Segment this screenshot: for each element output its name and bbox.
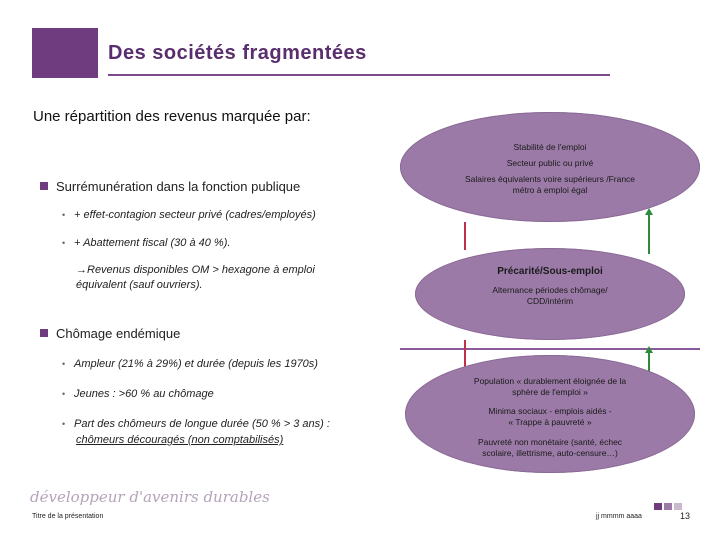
list-item: • Ampleur (21% à 29%) et durée (depuis les 1970s) xyxy=(62,358,318,370)
bullet-label: Chômage endémique xyxy=(56,326,181,341)
list-item-continuation: chômeurs découragés (non comptabilisés) xyxy=(76,434,284,446)
stabilite-sub: Secteur public ou privé xyxy=(506,158,594,168)
square-icon xyxy=(654,503,662,510)
precarite-desc: CDD/intérim xyxy=(526,296,574,306)
population-text: Population « durablement éloignée de la xyxy=(473,376,627,386)
minima-text: « Trappe à pauvreté » xyxy=(508,417,592,427)
dash-bullet-icon: • xyxy=(62,359,66,369)
footer-date: jj mmmm aaaa xyxy=(596,513,642,520)
precarite-desc: Alternance périodes chômage/ xyxy=(492,285,608,295)
up-arrow-icon xyxy=(648,214,650,254)
connector-line xyxy=(464,222,466,250)
list-item: • Part des chômeurs de longue durée (50 % > 3 ans) : xyxy=(62,418,330,430)
bullet-chomage xyxy=(40,326,180,341)
bullet-surremuneration xyxy=(40,179,300,194)
dash-bullet-icon: • xyxy=(62,210,66,220)
dash-bullet-icon: • xyxy=(62,238,66,248)
square-icon xyxy=(674,503,682,510)
page-title: Des sociétés fragmentées xyxy=(108,42,367,64)
subtitle: Une répartition des revenus marquée par: xyxy=(33,108,311,125)
separator-line xyxy=(400,348,700,350)
stabilite-desc: métro à emploi égal xyxy=(512,185,588,195)
population-text: sphère de l'emploi » xyxy=(512,387,588,397)
dash-bullet-icon: • xyxy=(62,419,66,429)
note-line: →Revenus disponibles OM > hexagone à emploi xyxy=(76,264,315,276)
list-item: • + Abattement fiscal (30 à 40 %). xyxy=(62,237,231,249)
list-item: • Jeunes : >60 % au chômage xyxy=(62,388,214,400)
stabilite-title: Stabilité de l'emploi xyxy=(513,142,587,152)
list-item: • + effet-contagion secteur privé (cadres/employés) xyxy=(62,209,316,221)
dash-bullet-icon: • xyxy=(62,389,66,399)
presentation-title: Titre de la présentation xyxy=(32,513,104,520)
stabilite-desc: Salaires équivalents voire supérieurs /France xyxy=(464,174,636,184)
square-bullet-icon xyxy=(40,329,48,337)
footer-squares xyxy=(654,497,694,505)
pauvrete-text: Pauvreté non monétaire (santé, échec xyxy=(477,437,623,447)
pauvrete-text: scolaire, illettrisme, auto-censure…) xyxy=(482,448,618,458)
bullet-label: Surrémunération dans la fonction publique xyxy=(56,179,301,194)
square-bullet-icon xyxy=(40,182,48,190)
precarite-title: Précarité/Sous-emploi xyxy=(497,266,603,277)
page-number: 13 xyxy=(680,511,691,521)
minima-text: Minima sociaux - emplois aidés - xyxy=(488,406,612,416)
square-icon xyxy=(664,503,672,510)
title-divider xyxy=(108,74,610,76)
note-line: équivalent (sauf ouvriers). xyxy=(76,279,203,291)
footer-logo: développeur d'avenirs durables xyxy=(30,488,270,506)
brand-square xyxy=(32,28,98,78)
